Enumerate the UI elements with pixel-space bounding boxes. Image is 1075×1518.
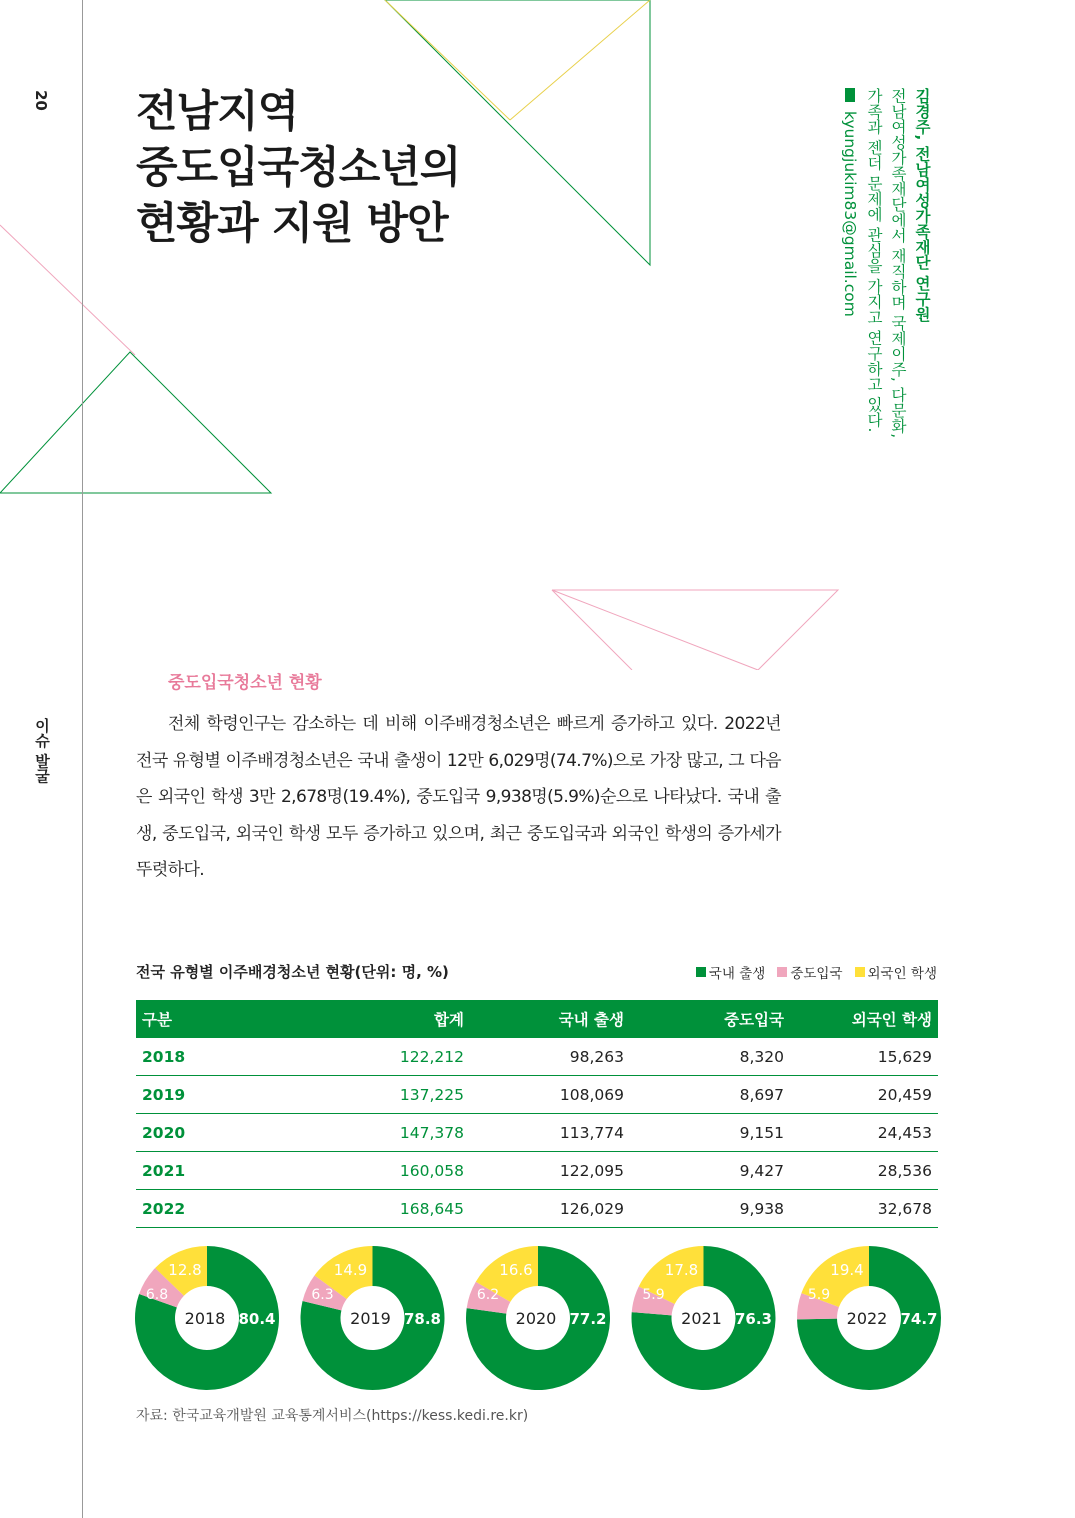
donut-year-label: 2021 bbox=[681, 1309, 722, 1328]
cell-total: 137,225 bbox=[268, 1076, 470, 1114]
legend-label: 외국인 학생 bbox=[867, 966, 937, 982]
table-row bbox=[136, 1076, 938, 1114]
author-bio-line: 가족과 젠더 문제에 관심을 가지고 연구하고 있다. bbox=[865, 88, 883, 433]
page-number: 20 bbox=[32, 90, 50, 111]
article-title bbox=[136, 84, 460, 252]
legend-item bbox=[696, 962, 765, 982]
table-row bbox=[136, 1152, 938, 1190]
cell-year: 2021 bbox=[136, 1152, 268, 1190]
cell-midentry: 9,151 bbox=[630, 1114, 790, 1152]
legend-swatch bbox=[777, 967, 787, 977]
cell-foreign: 20,459 bbox=[790, 1076, 938, 1114]
data-label-domestic: 76.3 bbox=[734, 1310, 773, 1328]
data-label-foreign: 14.9 bbox=[333, 1261, 368, 1279]
section-subheading: 중도입국청소년 현황 bbox=[168, 673, 322, 693]
column-header: 구분 bbox=[136, 1000, 268, 1038]
data-label-midentry: 5.9 bbox=[642, 1287, 665, 1303]
donut-year-label: 2019 bbox=[350, 1309, 391, 1328]
margin-rule bbox=[82, 0, 83, 1518]
cell-domestic: 122,095 bbox=[470, 1152, 630, 1190]
donut-chart-2021 bbox=[632, 1246, 776, 1390]
table-title: 전국 유형별 이주배경청소년 현황(단위: 명, %) bbox=[136, 963, 449, 981]
cell-foreign: 28,536 bbox=[790, 1152, 938, 1190]
data-label-midentry: 6.2 bbox=[476, 1287, 500, 1303]
cell-midentry: 8,697 bbox=[630, 1076, 790, 1114]
cell-domestic: 113,774 bbox=[470, 1114, 630, 1152]
author-name: 김경주, 전남여성가족재단 연구원 bbox=[913, 88, 931, 322]
cell-year: 2019 bbox=[136, 1076, 268, 1114]
column-header: 합계 bbox=[268, 1000, 470, 1038]
cell-total: 168,645 bbox=[268, 1190, 470, 1228]
title-line: 현황과 지원 방안 bbox=[136, 199, 448, 249]
legend-item bbox=[855, 962, 938, 982]
donut-chart-2022 bbox=[797, 1246, 941, 1390]
donut-year-label: 2018 bbox=[184, 1309, 226, 1328]
donut-charts bbox=[133, 1244, 943, 1394]
column-header: 외국인 학생 bbox=[790, 1000, 938, 1038]
legend-label: 국내 출생 bbox=[708, 966, 766, 982]
donut-chart-2020 bbox=[466, 1246, 610, 1390]
table-row bbox=[136, 1038, 938, 1076]
data-label-foreign: 12.8 bbox=[168, 1261, 202, 1279]
data-label-domestic: 78.8 bbox=[403, 1310, 442, 1328]
data-label-foreign: 17.8 bbox=[664, 1261, 699, 1279]
table-header-row bbox=[136, 1000, 938, 1038]
body-paragraph: 전체 학령인구는 감소하는 데 비해 이주배경청소년은 빠르게 증가하고 있다. 2022년 전국 유형별 이주배경청소년은 국내 출생이 12만 6,029명(74.7%)으로 가장 많고, 그 다음은 외국인 학생 3만 2,678명(19.4%), 중도입국 9,938명(5.9%)순으로 나타났다. 국내 출생, 중도입국, 외국인 학생 모두 증가하고 있으며, 최근 중도입국과 외국인 학생의 증가세가 뚜렷하다. bbox=[136, 714, 781, 880]
donut-year-label: 2020 bbox=[515, 1309, 557, 1328]
data-label-foreign: 19.4 bbox=[830, 1261, 864, 1279]
cell-year: 2022 bbox=[136, 1190, 268, 1228]
legend-swatch bbox=[696, 967, 706, 977]
data-table bbox=[136, 1000, 938, 1228]
cell-total: 160,058 bbox=[268, 1152, 470, 1190]
section-label: 이슈 발굴 bbox=[33, 718, 51, 784]
author-info bbox=[838, 88, 934, 528]
data-label-domestic: 77.2 bbox=[569, 1310, 607, 1328]
data-label-midentry: 5.9 bbox=[807, 1287, 831, 1303]
source-note: 자료: 한국교육개발원 교육통계서비스(https://kess.kedi.re.kr) bbox=[136, 1408, 529, 1424]
cell-total: 122,212 bbox=[268, 1038, 470, 1076]
title-line: 전남지역 bbox=[136, 87, 299, 137]
data-label-midentry: 6.8 bbox=[145, 1287, 169, 1303]
cell-total: 147,378 bbox=[268, 1114, 470, 1152]
cell-year: 2018 bbox=[136, 1038, 268, 1076]
chart-legend bbox=[696, 962, 937, 982]
column-header: 중도입국 bbox=[630, 1000, 790, 1038]
data-label-domestic: 74.7 bbox=[900, 1310, 938, 1328]
author-email[interactable]: kyungjukim83@gmail.com bbox=[841, 110, 859, 317]
legend-label: 중도입국 bbox=[790, 966, 843, 982]
table-row bbox=[136, 1190, 938, 1228]
cell-foreign: 15,629 bbox=[790, 1038, 938, 1076]
author-bio-line: 전남여성가족재단에서 재직하며 국제이주, 다문화, bbox=[889, 88, 907, 439]
donut-chart-2019 bbox=[301, 1246, 445, 1390]
cell-domestic: 98,263 bbox=[470, 1038, 630, 1076]
data-label-foreign: 16.6 bbox=[499, 1261, 533, 1279]
cell-midentry: 9,427 bbox=[630, 1152, 790, 1190]
legend-item bbox=[777, 962, 842, 982]
cell-domestic: 108,069 bbox=[470, 1076, 630, 1114]
donut-chart-2018 bbox=[135, 1246, 279, 1390]
donut-year-label: 2022 bbox=[846, 1309, 888, 1328]
title-line: 중도입국청소년의 bbox=[136, 143, 461, 193]
cell-year: 2020 bbox=[136, 1114, 268, 1152]
table-row bbox=[136, 1114, 938, 1152]
column-header: 국내 출생 bbox=[470, 1000, 630, 1038]
mail-icon bbox=[845, 88, 855, 102]
legend-swatch bbox=[855, 967, 865, 977]
cell-foreign: 24,453 bbox=[790, 1114, 938, 1152]
cell-domestic: 126,029 bbox=[470, 1190, 630, 1228]
cell-midentry: 8,320 bbox=[630, 1038, 790, 1076]
cell-foreign: 32,678 bbox=[790, 1190, 938, 1228]
data-label-domestic: 80.4 bbox=[238, 1310, 276, 1328]
data-label-midentry: 6.3 bbox=[311, 1287, 334, 1303]
cell-midentry: 9,938 bbox=[630, 1190, 790, 1228]
